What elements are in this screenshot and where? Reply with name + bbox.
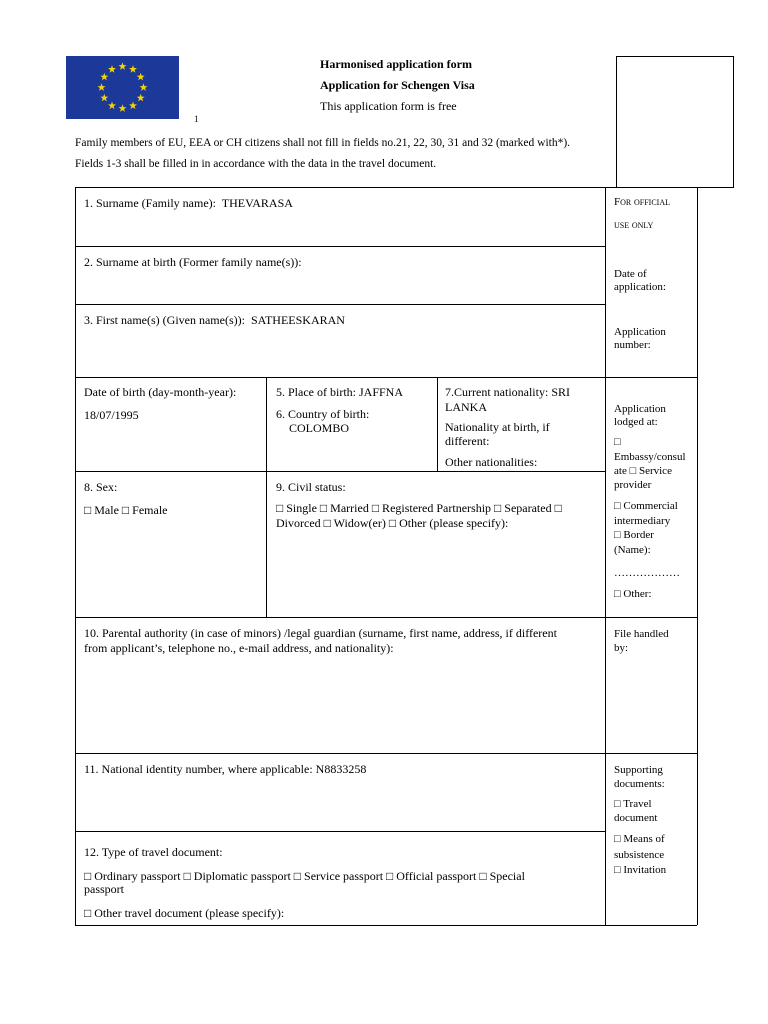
travel-doc-options-1[interactable]: □ Ordinary passport □ Diplomatic passport □ Service passport □ Official passport □ Special	[84, 869, 525, 883]
field-surname-at-birth[interactable]: 2. Surname at birth (Former family name(s)):	[84, 255, 302, 269]
current-nationality-value-2: LANKA	[445, 400, 487, 414]
docs-option-travel[interactable]: □ Travel	[614, 798, 652, 810]
eu-star-icon	[140, 83, 148, 91]
docs-option-means[interactable]: □ Means of	[614, 833, 665, 845]
lodged-other[interactable]: □ Other:	[614, 588, 652, 600]
country-of-birth-label: 6. Country of birth:	[276, 407, 370, 421]
other-nationalities-label: Other nationalities:	[445, 455, 538, 469]
civil-status-options-2[interactable]: Divorced □ Widow(er) □ Other (please specify):	[276, 516, 509, 530]
parental-authority-label-1: 10. Parental authority (in case of minors) /legal guardian (surname, first name, address, if different	[84, 626, 557, 640]
civil-status-label: 9. Civil status:	[276, 480, 346, 494]
footnote-mark: 1	[194, 114, 199, 124]
first-names-value: SATHEESKARAN	[250, 313, 345, 327]
nationality-at-birth-label-2: different:	[445, 434, 490, 448]
place-of-birth-label: 5. Place of birth:	[276, 385, 356, 399]
lodged-option-2: Embassy/consul	[614, 451, 686, 463]
national-id-label: 11. National identity number, where applicable:	[84, 762, 313, 776]
field-first-names[interactable]	[84, 313, 345, 328]
eu-star-icon	[137, 73, 145, 81]
place-of-birth-value: JAFFNA	[358, 385, 403, 399]
eu-star-icon	[108, 65, 116, 73]
sex-options[interactable]: □ Male □ Female	[84, 503, 168, 517]
travel-doc-options-2: passport	[84, 882, 124, 896]
travel-doc-other[interactable]: □ Other travel document (please specify):	[84, 906, 285, 920]
eu-flag-logo	[66, 56, 179, 119]
current-nationality-value-1: SRI	[551, 385, 570, 399]
nationality-at-birth-label-1: Nationality at birth, if	[445, 420, 550, 434]
docs-option-means-2: subsistence	[614, 849, 665, 861]
eu-star-icon	[129, 65, 137, 73]
civil-status-options-1[interactable]: □ Single □ Married □ Registered Partnership □ Separated □	[276, 501, 562, 515]
official-heading-1: For official	[614, 196, 670, 208]
lodged-option-8: (Name):	[614, 544, 651, 556]
date-of-birth-value[interactable]: 18/07/1995	[84, 408, 139, 422]
surname-value: THEVARASA	[221, 196, 293, 210]
lodged-option-7[interactable]: □ Border	[614, 529, 654, 541]
field-surname[interactable]	[84, 196, 293, 211]
field-national-id[interactable]	[84, 762, 366, 777]
lodged-option-3[interactable]: ate □ Service	[614, 465, 672, 477]
supporting-docs-label-2: documents:	[614, 778, 665, 790]
lodged-at-label-2: lodged at:	[614, 416, 658, 428]
travel-doc-label: 12. Type of travel document:	[84, 845, 223, 859]
eu-star-icon	[137, 94, 145, 102]
lodged-at-label-1: Application	[614, 403, 666, 415]
form-title: Harmonised application form	[320, 57, 472, 71]
lodged-option-6: intermediary	[614, 515, 671, 527]
photo-box	[616, 56, 734, 188]
fields-note: Fields 1-3 shall be filled in in accordance with the data in the travel document.	[75, 158, 437, 170]
lodged-option-1[interactable]: □	[614, 436, 621, 448]
lodged-option-5[interactable]: □ Commercial	[614, 500, 678, 512]
supporting-docs-label-1: Supporting	[614, 764, 663, 776]
national-id-value: N8833258	[315, 762, 367, 776]
date-of-birth-label: Date of birth (day-month-year):	[84, 385, 237, 399]
eu-stars-icon	[66, 56, 179, 119]
file-handled-label-1: File handled	[614, 628, 669, 640]
eu-star-icon	[129, 101, 137, 109]
eu-star-icon	[108, 101, 116, 109]
form-subtitle: Application for Schengen Visa	[320, 78, 475, 92]
eu-star-icon	[119, 104, 127, 112]
eu-star-icon	[98, 83, 106, 91]
eu-star-icon	[119, 62, 127, 70]
surname-label: 1. Surname (Family name):	[84, 196, 216, 210]
lodged-dots: ………………	[614, 567, 680, 579]
application-number-label-2: number:	[614, 339, 651, 351]
family-note: Family members of EU, EEA or CH citizens shall not fill in fields no.21, 22, 30, 31 and 32 (marked with*).	[75, 137, 571, 149]
field-current-nationality[interactable]	[445, 385, 570, 400]
first-names-label: 3. First name(s) (Given name(s)):	[84, 313, 245, 327]
application-number-label-1: Application	[614, 326, 666, 338]
date-of-application-label-2: application:	[614, 281, 666, 293]
parental-authority-label-2: from applicant’s, telephone no., e-mail address, and nationality):	[84, 641, 394, 655]
country-of-birth-value[interactable]: COLOMBO	[289, 421, 350, 435]
current-nationality-label: 7.Current nationality:	[445, 385, 549, 399]
field-place-of-birth[interactable]	[276, 385, 403, 400]
docs-option-travel-2: document	[614, 812, 658, 824]
eu-star-icon	[100, 94, 108, 102]
official-heading-2: use only	[614, 219, 654, 231]
sex-label: 8. Sex:	[84, 480, 118, 494]
file-handled-label-2: by:	[614, 642, 629, 654]
date-of-application-label-1: Date of	[614, 268, 647, 280]
lodged-option-4: provider	[614, 479, 652, 491]
docs-option-invitation[interactable]: □ Invitation	[614, 864, 667, 876]
free-note: This application form is free	[320, 99, 457, 113]
eu-star-icon	[100, 73, 108, 81]
